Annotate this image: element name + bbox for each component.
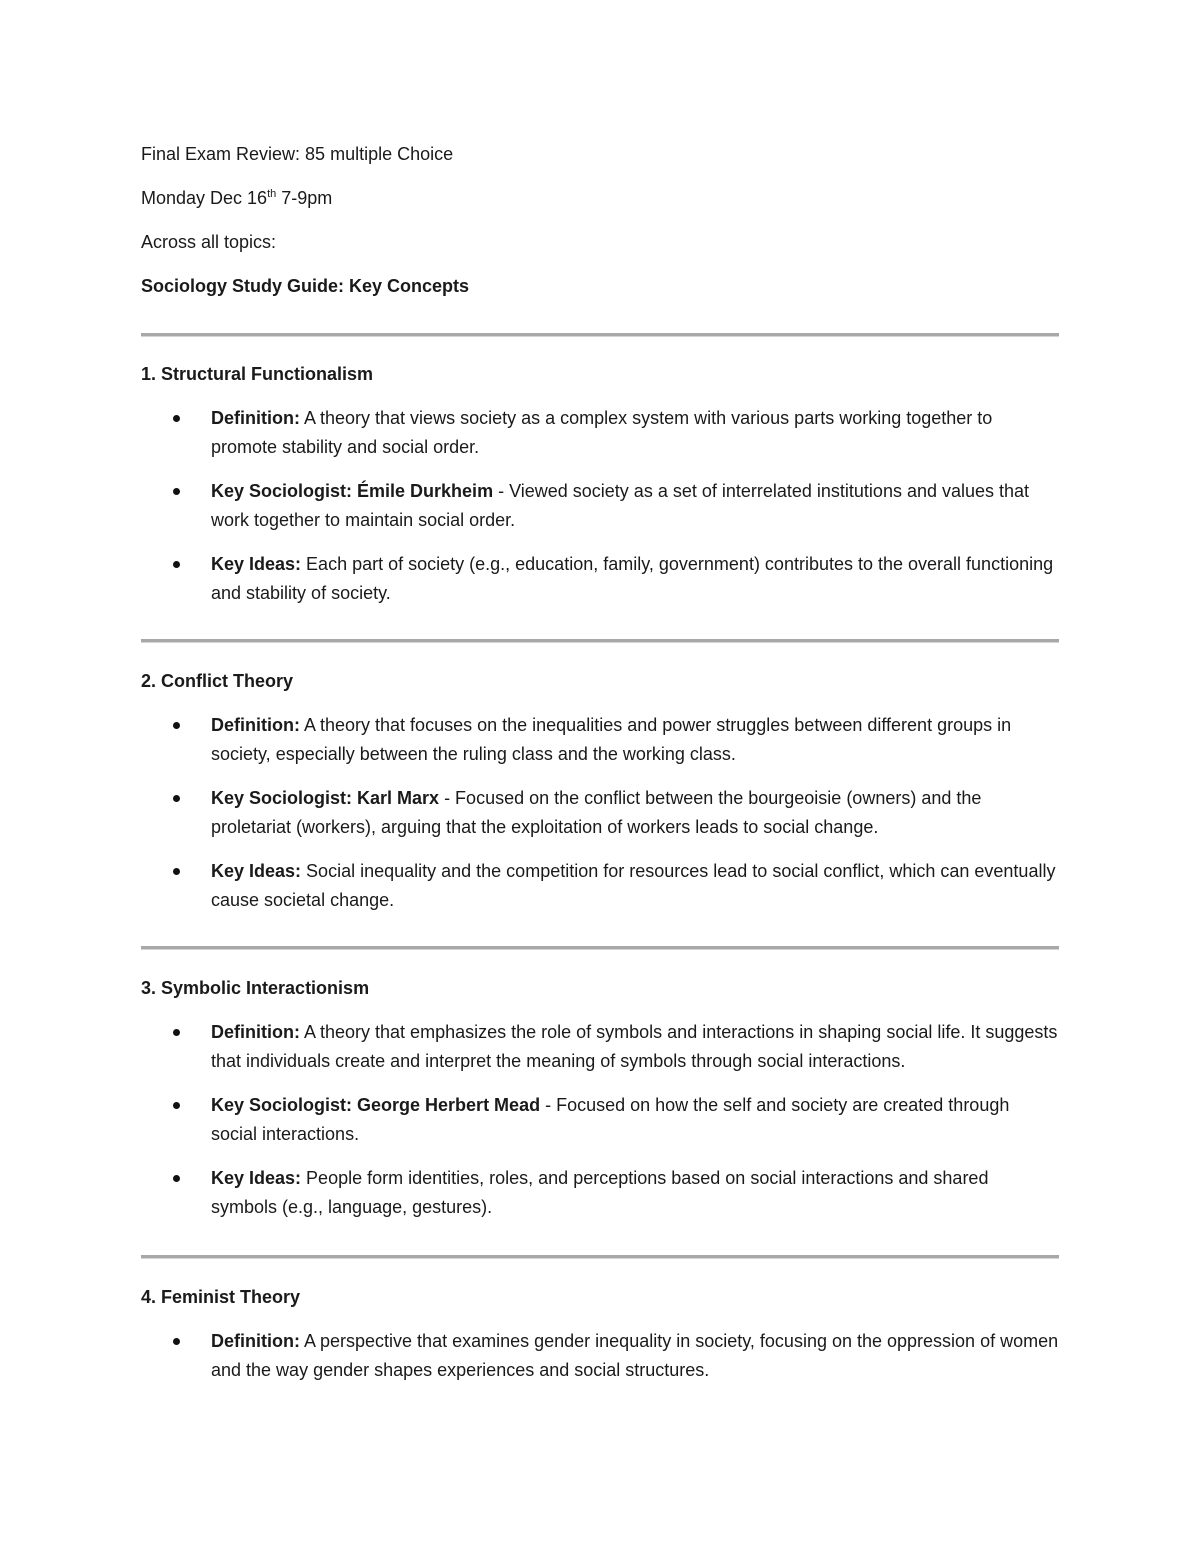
- exam-date-text: Monday Dec 16: [141, 188, 268, 208]
- item-text: - Focused on the conflict between the bourgeoisie (owners) and the proletariat (workers), arguing that the exploitation of workers leads to social change.: [211, 788, 982, 837]
- item-label: Key Ideas:: [211, 1168, 302, 1188]
- item-label: Key Sociologist: George Herbert Mead: [211, 1095, 541, 1115]
- bullet-icon: [173, 488, 180, 495]
- list-item: [141, 857, 1059, 915]
- bullet-icon: [173, 868, 180, 875]
- bullet-icon: [173, 1338, 180, 1345]
- list-item: [141, 1018, 1059, 1076]
- item-text: Social inequality and the competition for resources lead to social conflict, which can eventually cause societal change.: [211, 861, 1056, 910]
- section-item-list: [141, 1327, 1059, 1385]
- item-label: Key Ideas:: [211, 554, 302, 574]
- list-item: [141, 1091, 1059, 1149]
- item-text: - Focused on how the self and society are created through social interactions.: [211, 1095, 1010, 1144]
- list-item: [141, 477, 1059, 535]
- bullet-icon: [173, 795, 180, 802]
- bullet-icon: [173, 1029, 180, 1036]
- item-label: Key Sociologist: Karl Marx: [211, 788, 440, 808]
- section-item-list: [141, 1018, 1059, 1222]
- section-divider: [141, 333, 1059, 337]
- section-item-list: [141, 711, 1059, 915]
- section-divider: [141, 639, 1059, 643]
- list-item: [141, 550, 1059, 608]
- list-item: [141, 1327, 1059, 1385]
- section-title: 2. Conflict Theory: [141, 671, 294, 691]
- section-title: 1. Structural Functionalism: [141, 364, 374, 384]
- bullet-icon: [173, 1175, 180, 1182]
- bullet-icon: [173, 561, 180, 568]
- item-label: Definition:: [211, 408, 300, 428]
- exam-date-line: [141, 184, 1059, 212]
- bullet-icon: [173, 722, 180, 729]
- item-text: A theory that emphasizes the role of symbols and interactions in shaping social life. It suggests that individuals create and interpret the meaning of symbols through social interactions.: [211, 1022, 1058, 1071]
- item-label: Key Sociologist: Émile Durkheim: [211, 481, 494, 501]
- exam-title-line: Final Exam Review: 85 multiple Choice: [141, 144, 454, 164]
- study-guide-title: Sociology Study Guide: Key Concepts: [141, 276, 470, 296]
- list-item: [141, 784, 1059, 842]
- item-label: Definition:: [211, 1331, 300, 1351]
- item-text: People form identities, roles, and perceptions based on social interactions and shared symbols (e.g., language, gestures).: [211, 1168, 989, 1217]
- item-text: Each part of society (e.g., education, family, government) contributes to the overall functioning and stability of society.: [211, 554, 1054, 603]
- document-page: [141, 140, 1059, 1385]
- exam-date-suffix: th: [267, 188, 277, 200]
- section-divider: [141, 1255, 1059, 1259]
- item-text: - Viewed society as a set of interrelated institutions and values that work together to maintain social order.: [211, 481, 1030, 530]
- list-item: [141, 711, 1059, 769]
- topics-line: Across all topics:: [141, 232, 277, 252]
- list-item: [141, 1164, 1059, 1222]
- item-text: A theory that focuses on the inequalities and power struggles between different groups in society, especially between the ruling class and the working class.: [211, 715, 1012, 764]
- bullet-icon: [173, 1102, 180, 1109]
- section-title: 3. Symbolic Interactionism: [141, 978, 370, 998]
- section-divider: [141, 946, 1059, 950]
- bullet-icon: [173, 415, 180, 422]
- item-label: Key Ideas:: [211, 861, 302, 881]
- item-text: A perspective that examines gender inequality in society, focusing on the oppression of women and the way gender shapes experiences and social structures.: [211, 1331, 1059, 1380]
- section-title: 4. Feminist Theory: [141, 1287, 301, 1307]
- list-item: [141, 404, 1059, 462]
- exam-time-text: 7-9pm: [276, 188, 333, 208]
- item-label: Definition:: [211, 1022, 300, 1042]
- item-text: A theory that views society as a complex system with various parts working together to promote stability and social order.: [211, 408, 993, 457]
- section-item-list: [141, 404, 1059, 608]
- item-label: Definition:: [211, 715, 300, 735]
